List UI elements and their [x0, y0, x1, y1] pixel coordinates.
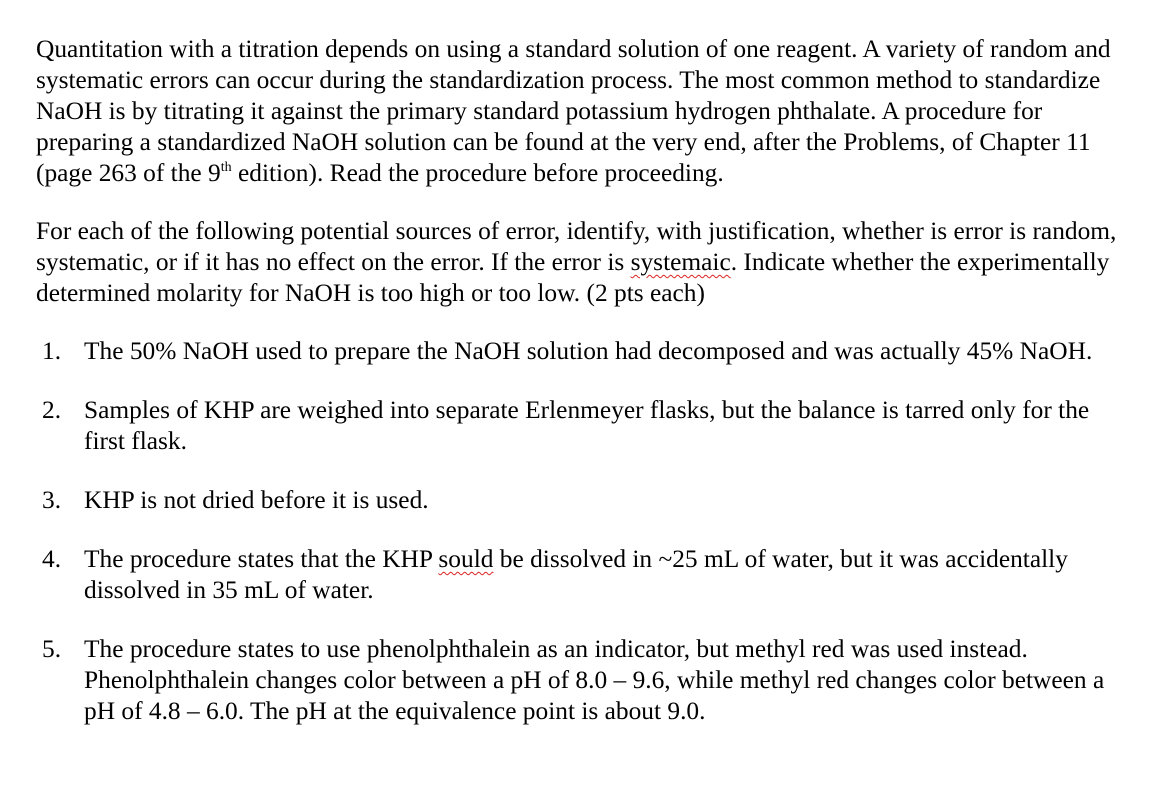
question-number: 1.	[42, 337, 62, 365]
question-text: The 50% NaOH used to prepare the NaOH solution had decomposed and was actually 45% NaOH.	[84, 337, 1093, 365]
question-item	[36, 634, 1136, 727]
document-body	[36, 34, 1136, 727]
intro-text-end: edition). Read the procedure before proceeding.	[231, 159, 724, 187]
intro-paragraph	[36, 34, 1136, 189]
question-item	[36, 544, 1136, 606]
question-text: The procedure states to use phenolphthalein as an indicator, but methyl red was used instead. Phenolphthalein changes color between a pH of 8.0 – 9.6, while methyl red changes color between a pH of 4.8 – 6.0. The pH at the equivalence point is about 9.0.	[84, 635, 1105, 725]
question-text-after: be dissolved in ~25 mL of water, but it was accidentally dissolved in 35 mL of water.	[84, 545, 1068, 604]
question-text	[84, 545, 1068, 604]
question-number: 5.	[42, 635, 62, 663]
question-text: KHP is not dried before it is used.	[84, 486, 429, 514]
question-number: 3.	[42, 486, 62, 514]
question-list	[36, 336, 1136, 727]
instructions-text: For each of the following potential sources of error, identify, with justification, whether is error is random, systematic, or if it has no effect on the error. If the error is	[36, 217, 1117, 276]
question-item	[36, 485, 1136, 516]
question-text-before: The procedure states that the KHP	[84, 545, 439, 573]
question-item	[36, 395, 1136, 457]
edition-superscript: th	[220, 160, 232, 175]
question-text: Samples of KHP are weighed into separate Erlenmeyer flasks, but the balance is tarred only for the first flask.	[84, 396, 1090, 455]
instructions-text-end: . Indicate whether the experimentally determined molarity for NaOH is too high or too low. (2 pts each)	[36, 248, 1110, 307]
misspelled-word-systemaic[interactable]: systemaic	[630, 248, 731, 276]
intro-text: Quantitation with a titration depends on using a standard solution of one reagent. A variety of random and systematic errors can occur during the standardization process. The most common method to standardize NaOH is by titrating it against the primary standard potassium hydrogen phthalate. A procedure for preparing a standardized NaOH solution can be found at the very end, after the Problems, of Chapter 11 (page 263 of the 9	[36, 35, 1111, 187]
question-number: 2.	[42, 396, 62, 424]
question-item	[36, 336, 1136, 367]
instructions-paragraph	[36, 216, 1136, 309]
question-number: 4.	[42, 545, 62, 573]
misspelled-word-sould[interactable]: sould	[438, 545, 494, 573]
